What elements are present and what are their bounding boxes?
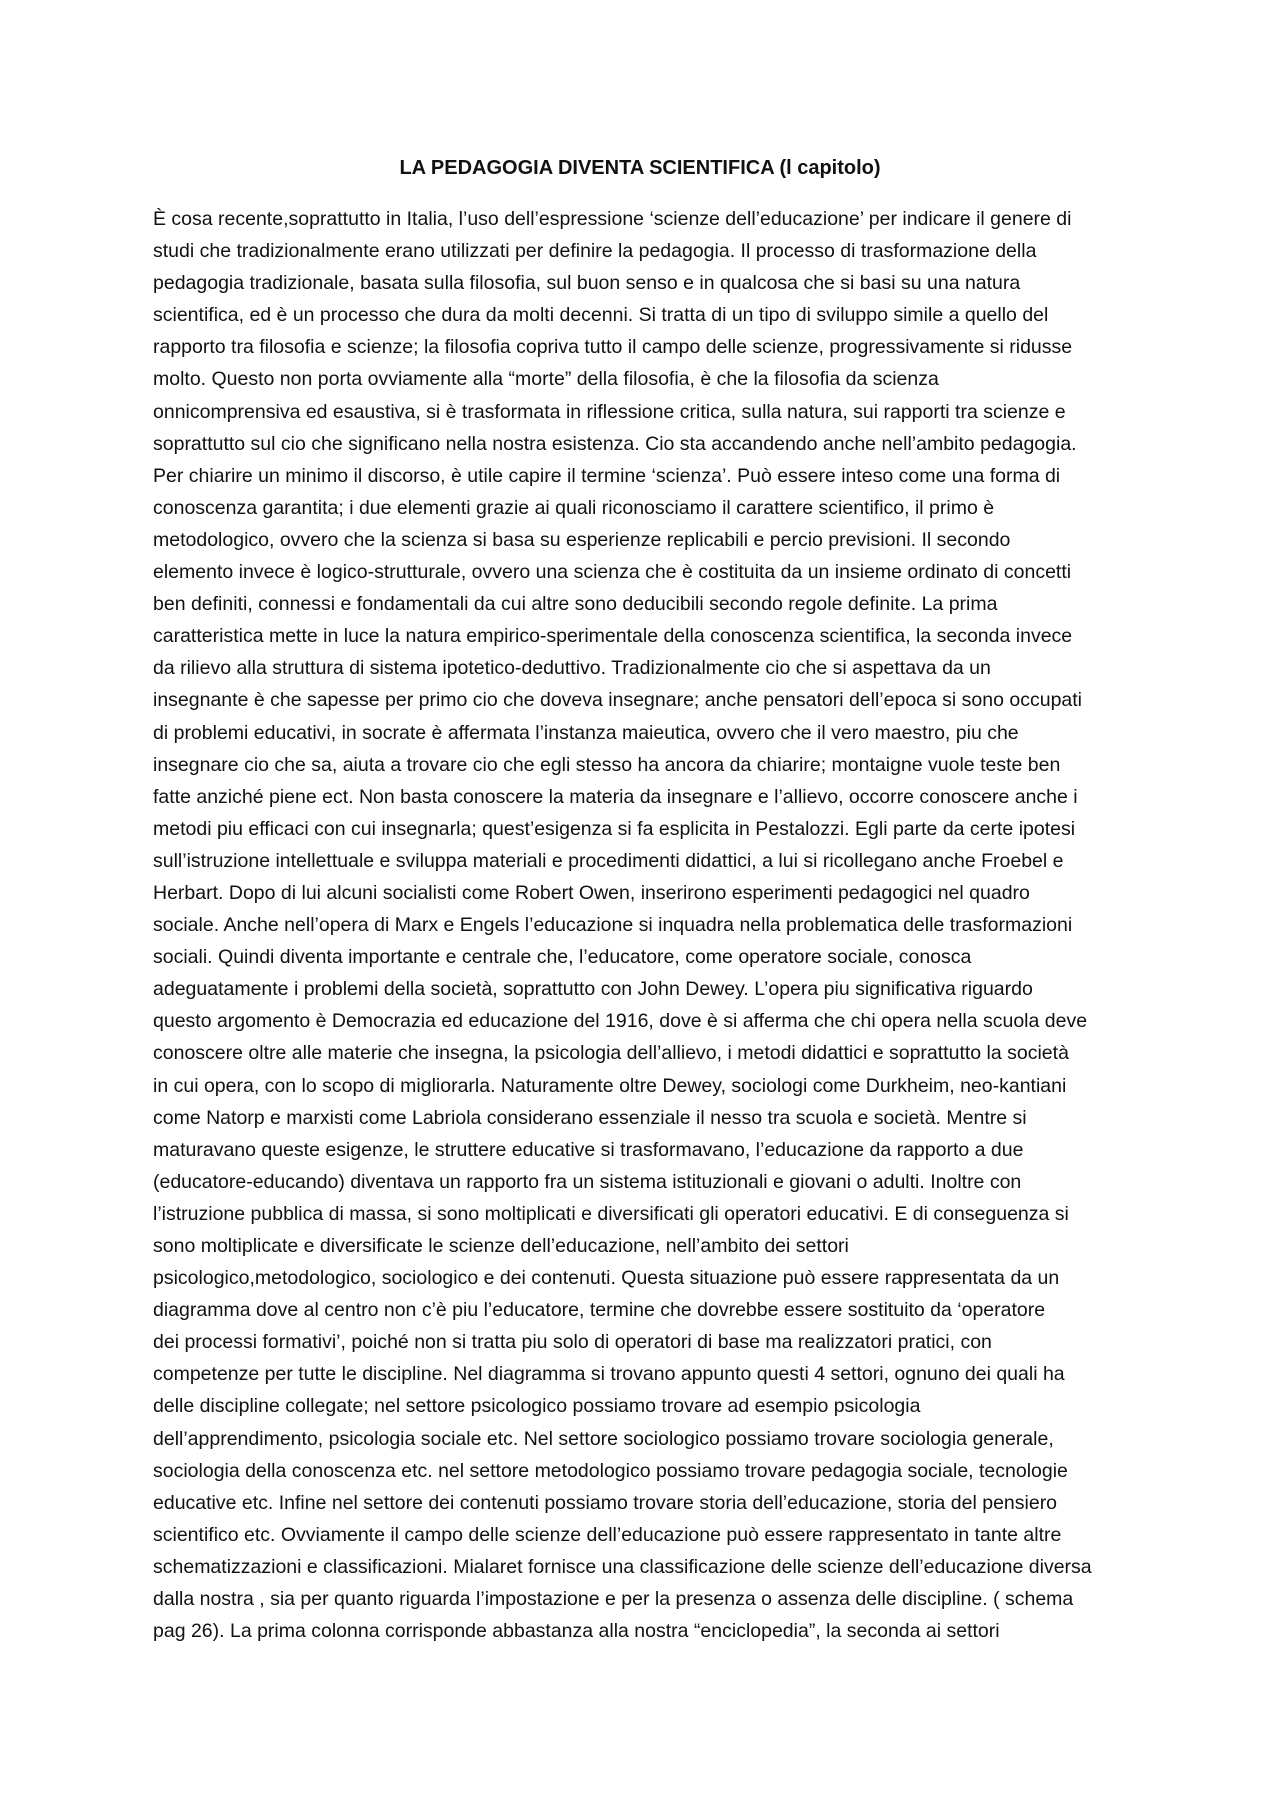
text-line: studi che tradizionalmente erano utilizzati per definire la pedagogia. Il processo di trasformazione della (153, 240, 1037, 263)
text-line: competenze per tutte le discipline. Nel diagramma si trovano appunto questi 4 settori, ognuno dei quali ha (153, 1363, 1065, 1386)
text-line: Per chiarire un minimo il discorso, è utile capire il termine ‘scienza’. Può essere inteso come una forma di (153, 464, 1061, 487)
text-line: conoscenza garantita; i due elementi grazie ai quali riconosciamo il carattere scientifico, il primo è (153, 496, 995, 519)
text-line: metodologico, ovvero che la scienza si basa su esperienze replicabili e percio previsioni. Il secondo (153, 528, 1011, 551)
text-line: insegnante è che sapesse per primo cio che doveva insegnare; anche pensatori dell’epoca si sono occupati (153, 689, 1083, 712)
text-line: rapporto tra filosofia e scienze; la filosofia copriva tutto il campo delle scienze, progressivamente si ridusse (153, 336, 1073, 359)
text-line: adeguatamente i problemi della società, soprattutto con John Dewey. L’opera piu significativa riguardo (153, 978, 1033, 1001)
text-line: di problemi educativi, in socrate è affermata l’instanza maieutica, ovvero che il vero maestro, piu che (153, 721, 1019, 744)
text-line: delle discipline collegate; nel settore psicologico possiamo trovare ad esempio psicologia (153, 1395, 921, 1418)
text-line: in cui opera, con lo scopo di migliorarla. Naturamente oltre Dewey, sociologi come Durkheim, neo-kantiani (153, 1074, 1067, 1097)
text-line: sull’istruzione intellettuale e sviluppa materiali e procedimenti didattici, a lui si ricollegano anche Froebel e (153, 849, 1064, 872)
text-line: elemento invece è logico-strutturale, ovvero una scienza che è costituita da un insieme ordinato di concetti (153, 561, 1072, 584)
text-line: l’istruzione pubblica di massa, si sono moltiplicati e diversificati gli operatori educativi. E di conseguenza si (153, 1202, 1069, 1225)
text-line: caratteristica mette in luce la natura empirico-sperimentale della conoscenza scientifica, la seconda invece (153, 625, 1073, 648)
text-line: scientifica, ed è un processo che dura da molti decenni. Si tratta di un tipo di sviluppo simile a quello del (153, 304, 1049, 327)
text-line: psicologico,metodologico, sociologico e dei contenuti. Questa situazione può essere rappresentata da un (153, 1267, 1060, 1290)
text-line: pedagogia tradizionale, basata sulla filosofia, sul buon senso e in qualcosa che si basi su una natura (153, 272, 1021, 295)
text-line: onnicomprensiva ed esaustiva, si è trasformata in riflessione critica, sulla natura, sui rapporti tra scienze e (153, 400, 1066, 423)
text-line: dell’apprendimento, psicologia sociale etc. Nel settore sociologico possiamo trovare sociologia generale, (153, 1427, 1054, 1450)
text-line: educative etc. Infine nel settore dei contenuti possiamo trovare storia dell’educazione, storia del pensiero (153, 1491, 1058, 1514)
text-line: pag 26). La prima colonna corrisponde abbastanza alla nostra “enciclopedia”, la seconda ai settori (153, 1620, 1000, 1643)
text-line: fatte anziché piene ect. Non basta conoscere la materia da insegnare e l’allievo, occorre conoscere anche i (153, 785, 1078, 808)
body-text (153, 203, 1153, 1647)
text-line: (educatore-educando) diventava un rapporto fra un sistema istituzionali e giovani o adulti. Inoltre con (153, 1170, 1022, 1193)
text-line: È cosa recente,soprattutto in Italia, l’uso dell’espressione ‘scienze dell’educazione’ per indicare il genere di (153, 208, 1072, 230)
text-line: ben definiti, connessi e fondamentali da cui altre sono deducibili secondo regole definite. La prima (153, 593, 998, 616)
text-line: molto. Questo non porta ovviamente alla “morte” della filosofia, è che la filosofia da scienza (153, 368, 939, 391)
text-line: sociali. Quindi diventa importante e centrale che, l’educatore, come operatore sociale, conosca (153, 946, 972, 969)
text-line: schematizzazioni e classificazioni. Mialaret fornisce una classificazione delle scienze dell’educazione diversa (153, 1555, 1092, 1578)
text-line: dalla nostra , sia per quanto riguarda l’impostazione e per la presenza o assenza delle discipline. ( schema (153, 1588, 1074, 1611)
text-line: metodi piu efficaci con cui insegnarla; quest’esigenza si fa esplicita in Pestalozzi. Egli parte da certe ipotesi (153, 817, 1076, 840)
text-line: soprattutto sul cio che significano nella nostra esistenza. Cio sta accandendo anche nell’ambito pedagogia. (153, 432, 1077, 455)
text-line: sono moltiplicate e diversificate le scienze dell’educazione, nell’ambito dei settori (153, 1235, 849, 1257)
text-line: dei processi formativi’, poiché non si tratta piu solo di operatori di base ma realizzatori pratici, con (153, 1331, 992, 1354)
text-line: sociologia della conoscenza etc. nel settore metodologico possiamo trovare pedagogia sociale, tecnologie (153, 1459, 1068, 1482)
text-line: insegnare cio che sa, aiuta a trovare cio che egli stesso ha ancora da chiarire; montaigne vuole teste ben (153, 753, 1061, 776)
text-line: questo argomento è Democrazia ed educazione del 1916, dove è si afferma che chi opera nella scuola deve (153, 1010, 1088, 1033)
text-line: conoscere oltre alle materie che insegna, la psicologia dell’allievo, i metodi didattici e soprattutto la società (153, 1042, 1069, 1065)
text-line: scientifico etc. Ovviamente il campo delle scienze dell’educazione può essere rappresentato in tante altre (153, 1523, 1062, 1546)
text-line: maturavano queste esigenze, le struttere educative si trasformavano, l’educazione da rapporto a due (153, 1138, 1024, 1161)
text-line: sociale. Anche nell’opera di Marx e Engels l’educazione si inquadra nella problematica delle trasformazioni (153, 914, 1073, 937)
page-title: LA PEDAGOGIA DIVENTA SCIENTIFICA (l capitolo) (399, 157, 881, 179)
text-line: da rilievo alla struttura di sistema ipotetico-deduttivo. Tradizionalmente cio che si aspettava da un (153, 657, 991, 680)
text-line: Herbart. Dopo di lui alcuni socialisti come Robert Owen, inserirono esperimenti pedagogici nel quadro (153, 881, 1030, 904)
text-line: come Natorp e marxisti come Labriola considerano essenziale il nesso tra scuola e società. Mentre si (153, 1106, 1027, 1129)
text-line: diagramma dove al centro non c’è piu l’educatore, termine che dovrebbe essere sostituito da ‘operatore (153, 1299, 1046, 1322)
